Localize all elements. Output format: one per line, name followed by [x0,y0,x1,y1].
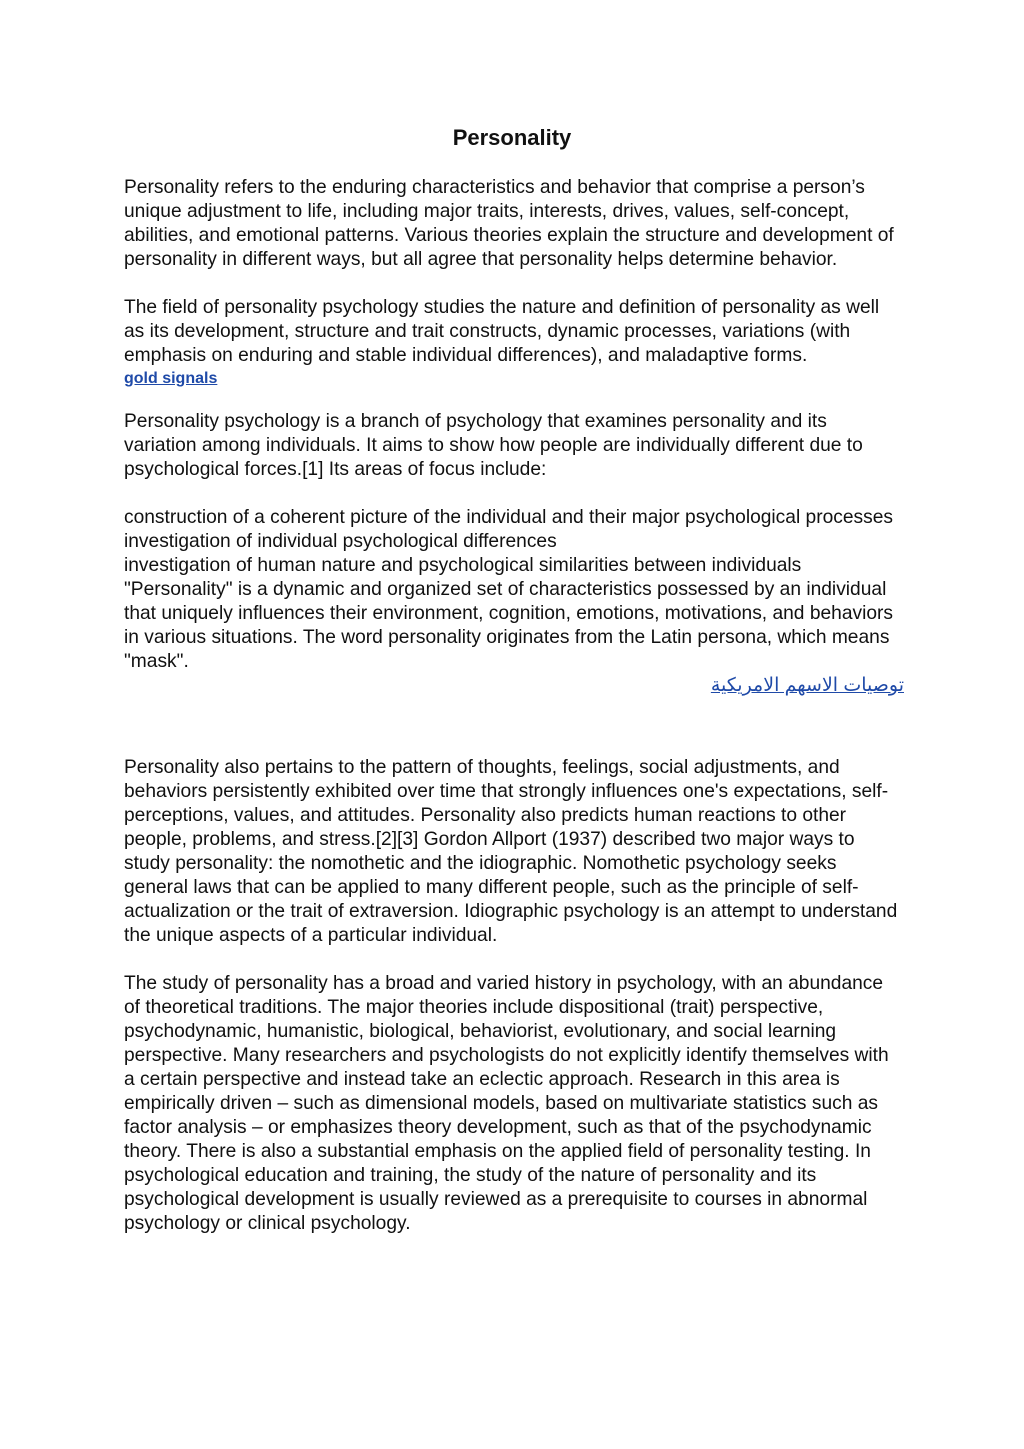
gold-signals-link[interactable]: gold signals [124,370,218,387]
paragraph-gap [124,482,904,506]
paragraph-gap [124,948,904,972]
focus-item: investigation of human nature and psychological similarities between individuals [124,555,802,576]
document-page [124,122,904,1236]
paragraph-history: The study of personality has a broad and varied history in psychology, with an abundance of theoretical traditions. The major theories include dispositional (trait) perspective, psychodynamic, humanistic, biological, behaviorist, evolutionary, and social learning perspective. Many researchers and psychologists do not explicitly identify themselves with a certain perspective and instead take an eclectic approach. Research in this area is empirically driven – such as dimensional models, based on multivariate statistics such as factor analysis – or emphasizes theory development, such as that of the psychodynamic theory. There is also a substantial emphasis on the applied field of personality testing. In psychological education and training, the study of the nature of personality and its psychological development is usually reviewed as a prerequisite to courses in abnormal psychology or clinical psychology. [124,973,889,1234]
paragraph-field: The field of personality psychology studies the nature and definition of personality as well as its development, structure and trait constructs, dynamic processes, variations (with emphasis on enduring and stable individual differences), and maladaptive forms. [124,297,880,366]
paragraph-gap [124,388,904,410]
paragraph-gap [124,272,904,296]
paragraph-branch: Personality psychology is a branch of psychology that examines personality and its variation among individuals. It aims to show how people are individually different due to psychological forces.[1] Its areas of focus include: [124,411,863,480]
paragraph-patterns: Personality also pertains to the pattern of thoughts, feelings, social adjustments, and behaviors persistently exhibited over time that strongly influences one's expectations, self-perceptions, values, and attitudes. Personality also predicts human reactions to other people, problems, and stress.[2][3] Gordon Allport (1937) described two major ways to study personality: the nomothetic and the idiographic. Nomothetic psychology seeks general laws that can be applied to many different people, such as the principle of self-actualization or the trait of extraversion. Idiographic psychology is an attempt to understand the unique aspects of a particular individual. [124,757,898,946]
paragraph-definition: Personality refers to the enduring characteristics and behavior that comprise a person’s unique adjustment to life, including major traits, interests, drives, values, self-concept, abilities, and emotional patterns. Various theories explain the structure and development of personality in different ways, but all agree that personality helps determine behavior. [124,177,894,270]
focus-item: investigation of individual psychological differences [124,531,557,552]
focus-item: construction of a coherent picture of the individual and their major psychological processes [124,507,893,528]
page-title: Personality [452,125,572,150]
paragraph-dynamic-set: "Personality" is a dynamic and organized set of characteristics possessed by an individual that uniquely influences their environment, cognition, emotions, motivations, and behaviors in various situations. The word personality originates from the Latin persona, which means "mask". [124,579,894,672]
arabic-link[interactable]: توصيات الاسهم الامريكية [710,675,904,696]
paragraph-gap [124,698,904,756]
